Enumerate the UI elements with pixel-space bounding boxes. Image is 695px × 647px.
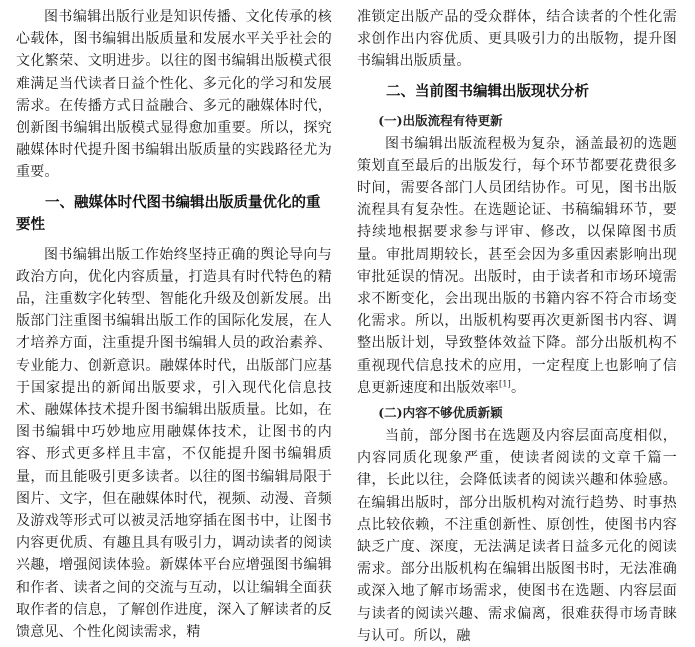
- section-1-paragraph: 图书编辑出版工作始终坚持正确的舆论导向与政治方向，优化内容质量，打造具有时代特色的精品，注重数字化转型、智能化升级及创新发展。出版部门注重图书编辑出版工作的国际化发展，在人才培养方面，注重提升图书编辑人员的政治素养、专业能力、创新意识。融媒体时代，出版部门应基于国家提出的新闻出版要求，引入现代化信息技术、融媒体技术提升图书编辑出版质量。比如，在图书编辑中巧妙地应用融媒体技术，让图书的内容、形式更多样且丰富，不仅能提升图书编辑质量，而且能吸引更多读者。以往的图书编辑局限于图片、文字，但在融媒体时代，视频、动漫、音频及游戏等形式可以被灵活地穿插在图书中，让图书内容更优质、有趣且具有吸引力，调动读者的阅读兴趣，增强阅读体验。新媒体平台应增强图书编辑和作者、读者之间的交流与互动，以让编辑全面获取作者的信息，了解创作进度，深入了解读者的反馈意见、个性化阅读需求，精: [16, 246, 332, 641]
- citation-mark: [1]: [499, 379, 511, 389]
- intro-paragraph: 图书编辑出版行业是知识传播、文化传承的核心载体，图书编辑出版质量和发展水平关乎社会的文化繁荣、文明进步。以往的图书编辑出版模式很难满足当代读者日益个性化、多元化的学习和发展需求。在传播方式日益融合、多元的融媒体时代，创新图书编辑出版模式显得愈加重要。所以，探究融媒体时代提升图书编辑出版质量的实践路径尤为重要。: [16, 9, 332, 181]
- subsection-1-text-end: 。: [510, 379, 526, 396]
- continuation-paragraph: 准锁定出版产品的受众群体，结合读者的个性化需求创作出内容优质、更具吸引力的出版物，提升图书编辑出版质量。: [357, 9, 677, 70]
- subsection-1-text: 图书编辑出版流程极为复杂，涵盖最初的选题策划直至最后的出版发行，每个环节都要花费很多时间，需要各部门人员团结协作。可见，图书出版流程具有复杂性。在选题论证、书稿编辑环节，要持续地根据要求参与评审、修改，以保障图书质量。审批周期较长，甚至会因为多重因素影响出现审批延误的情况。出版时，由于读者和市场环境需求不断变化，会出现出版的书籍内容不符合市场变化需求。所以，出版机构要再次更新图书内容、调整出版计划，导致整体效益下降。部分出版机构不重视现代信息技术的应用，一定程度上也影响了信息更新速度和出版效率: [357, 135, 677, 396]
- subsection-2-heading: (二)内容不够优质新颖: [378, 405, 503, 421]
- subsection-2-paragraph: 当前，部分图书在选题及内容层面高度相似，内容同质化现象严重，使读者阅读的文章千篇一律，长此以往，会降低读者的阅读兴趣和体验感。在编辑出版时，部分出版机构对流行趋势、时事热点比较依赖，不注重创新性、原创性，使图书内容缺乏广度、深度，无法满足读者日益多元化的阅读需求。部分出版机构在编辑出版图书时，无法准确或深入地了解市场需求，使图书在选题、内容层面与读者的阅读兴趣、需求偏离，很难获得市场青睐与认可。所以，融: [357, 428, 677, 644]
- right-column: [357, 6, 677, 647]
- section-1-heading: 一、融媒体时代图书编辑出版质量优化的重要性: [16, 194, 321, 233]
- subsection-1-heading: (一)出版流程有待更新: [378, 112, 503, 128]
- section-2-heading: 二、当前图书编辑出版现状分析: [386, 83, 589, 100]
- left-column: [16, 6, 332, 643]
- subsection-1-paragraph: [357, 133, 677, 399]
